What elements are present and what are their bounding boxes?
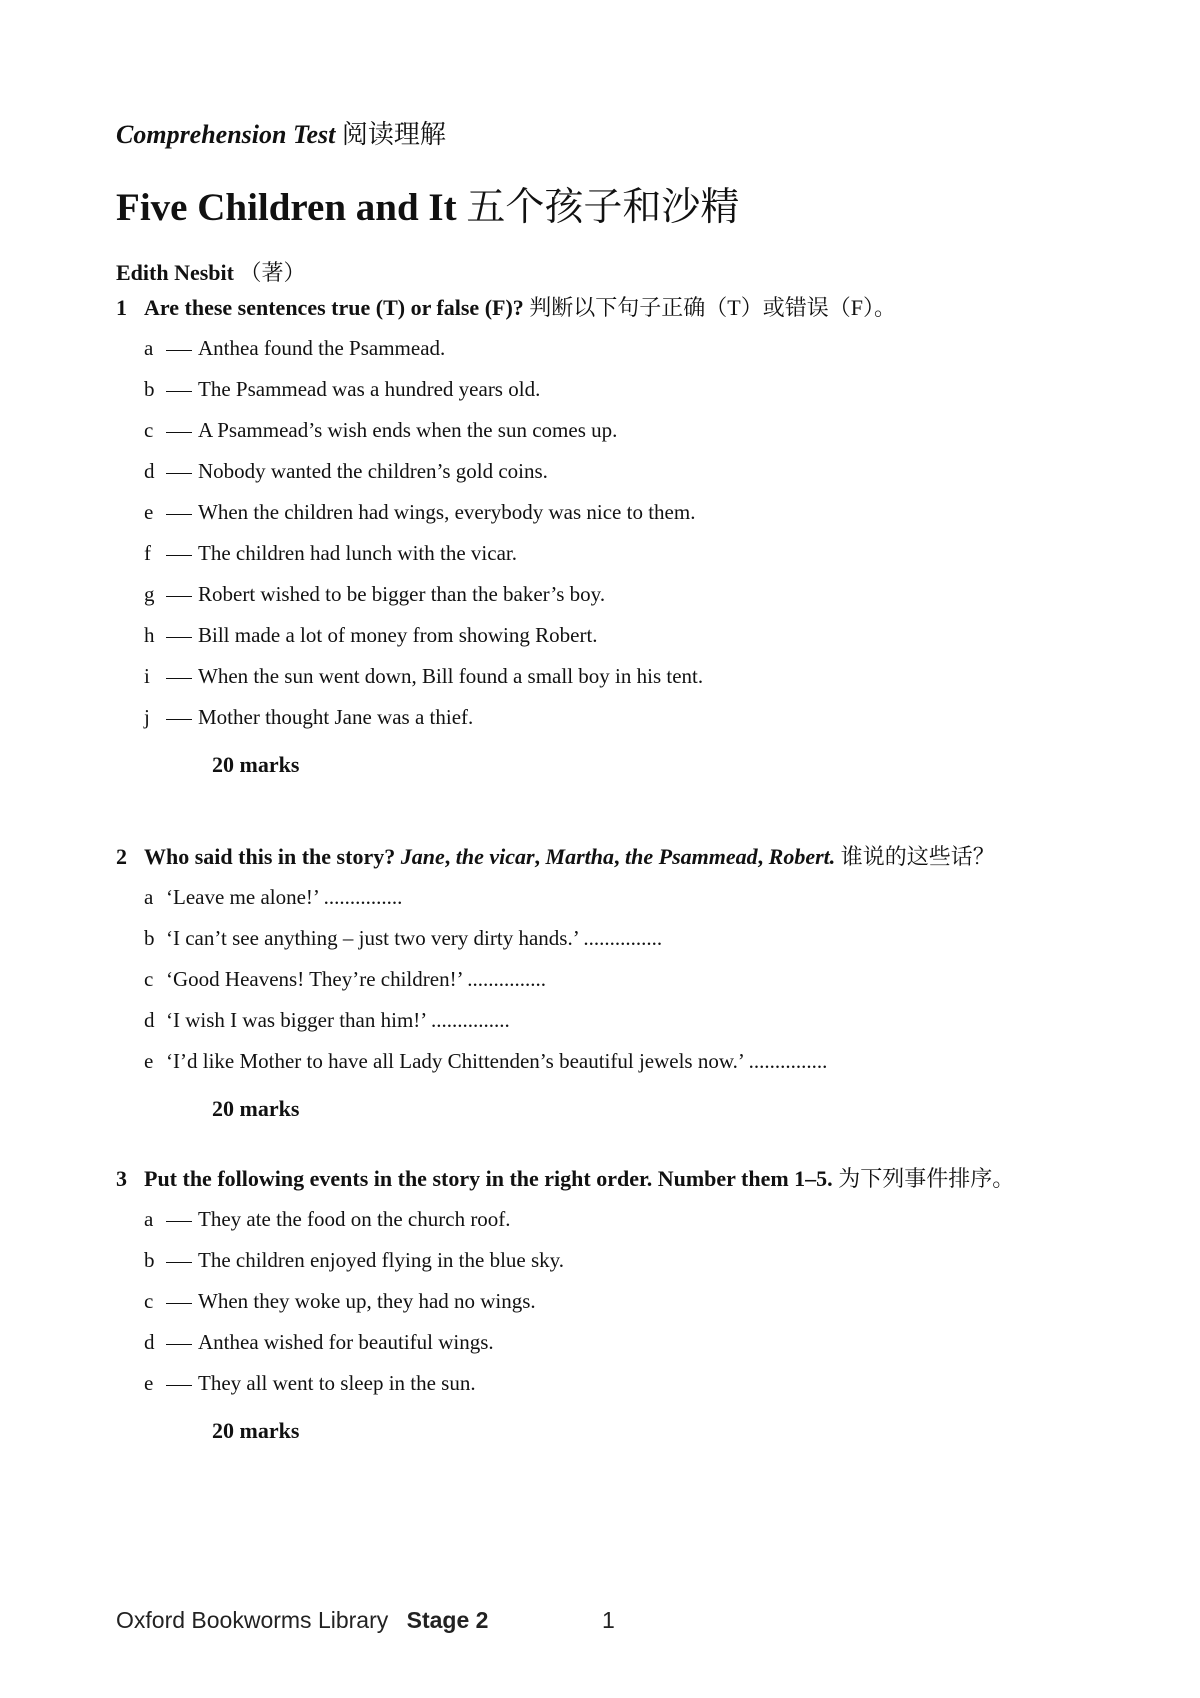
item-letter: b [144, 377, 155, 401]
speaker-name: Robert. [768, 844, 836, 869]
answer-blank[interactable] [166, 432, 192, 433]
title-en: Five Children and It [116, 186, 457, 229]
item-text: Nobody wanted the children’s gold coins. [198, 459, 548, 483]
list-item [116, 656, 1096, 697]
question-prompt-zh: 谁说的这些话？ [840, 844, 995, 869]
title-zh: 五个孩子和沙精 [466, 186, 740, 229]
item-letter: e [144, 1049, 154, 1073]
subtitle-zh: 阅读理解 [341, 120, 446, 149]
list-item [116, 533, 1096, 574]
speaker-name: the Psammead [625, 844, 758, 869]
answer-dots[interactable]: ............... [583, 926, 663, 950]
item-letter: a [144, 336, 154, 360]
item-text: They ate the food on the church roof. [198, 1207, 511, 1231]
answer-blank[interactable] [166, 596, 192, 597]
item-text: ‘I can’t see anything – just two very dirty hands.’ [166, 926, 579, 950]
answer-dots[interactable]: ............... [323, 885, 403, 909]
item-letter: c [144, 1289, 154, 1313]
author-line [116, 256, 306, 287]
question-2 [116, 836, 1096, 1129]
question-2-heading: 2 Who said this in the story? Jane, the vicar, Martha, the Psammead, Robert. 谁说的这些话？ [116, 836, 1096, 877]
item-letter: c [144, 418, 154, 442]
item-letter: g [144, 582, 155, 606]
section-label [116, 114, 446, 151]
answer-blank[interactable] [166, 555, 192, 556]
item-letter: e [144, 1371, 154, 1395]
answer-dots[interactable]: ............... [748, 1049, 828, 1073]
item-letter: a [144, 1207, 154, 1231]
item-text: Anthea found the Psammead. [198, 336, 446, 360]
marks-label: 20 marks [212, 1096, 300, 1121]
author-note: （著） [239, 260, 306, 285]
answer-blank[interactable] [166, 1262, 192, 1263]
item-text: The children enjoyed flying in the blue sky. [198, 1248, 565, 1272]
answer-blank[interactable] [166, 719, 192, 720]
list-item [116, 959, 1096, 1000]
author-name: Edith Nesbit [116, 260, 234, 285]
item-text: When the sun went down, Bill found a small boy in his tent. [198, 664, 704, 688]
item-text: ‘Leave me alone!’ [166, 885, 319, 909]
list-item [116, 1199, 1096, 1240]
question-1-heading [116, 287, 1096, 328]
footer-library: Oxford Bookworms Library [116, 1607, 389, 1633]
item-text: The children had lunch with the vicar. [198, 541, 517, 565]
answer-blank[interactable] [166, 1385, 192, 1386]
list-item [116, 918, 1096, 959]
question-prompt: Are these sentences true (T) or false (F)? [144, 295, 524, 320]
marks-label: 20 marks [212, 1418, 300, 1443]
answer-blank[interactable] [166, 350, 192, 351]
marks-label: 20 marks [212, 752, 300, 777]
item-letter: d [144, 1330, 155, 1354]
speaker-name: the vicar [455, 844, 535, 869]
item-text: Mother thought Jane was a thief. [198, 705, 474, 729]
item-letter: e [144, 500, 154, 524]
answer-blank[interactable] [166, 637, 192, 638]
answer-blank[interactable] [166, 1344, 192, 1345]
speaker-name: Martha [545, 844, 615, 869]
list-item [116, 1281, 1096, 1322]
item-letter: b [144, 926, 155, 950]
item-text: ‘Good Heavens! They’re children!’ [166, 967, 463, 991]
item-text: A Psammead’s wish ends when the sun comes up. [198, 418, 618, 442]
footer-stage: Stage 2 [406, 1607, 489, 1633]
item-letter: d [144, 459, 155, 483]
answer-blank[interactable] [166, 678, 192, 679]
item-letter: c [144, 967, 154, 991]
question-3 [116, 1158, 1096, 1451]
list-item [116, 1322, 1096, 1363]
page-number: 1 [602, 1607, 615, 1633]
list-item [116, 615, 1096, 656]
question-3-heading [116, 1158, 1096, 1199]
item-text: The Psammead was a hundred years old. [198, 377, 541, 401]
page-title [116, 176, 739, 232]
item-letter: h [144, 623, 155, 647]
list-item [116, 877, 1096, 918]
question-prompt: Put the following events in the story in the right order. Number them 1–5. [144, 1166, 833, 1191]
list-item [116, 1041, 1096, 1082]
answer-blank[interactable] [166, 514, 192, 515]
item-letter: i [144, 664, 150, 688]
answer-blank[interactable] [166, 473, 192, 474]
answer-dots[interactable]: ............... [467, 967, 547, 991]
answer-dots[interactable]: ............... [430, 1008, 510, 1032]
item-letter: f [144, 541, 151, 565]
question-number: 1 [116, 295, 127, 320]
answer-blank[interactable] [166, 1221, 192, 1222]
item-letter: b [144, 1248, 155, 1272]
item-letter: j [144, 705, 150, 729]
question-prompt: Who said this in the story? [144, 844, 396, 869]
item-letter: d [144, 1008, 155, 1032]
question-1 [116, 287, 1096, 785]
list-item [116, 1000, 1096, 1041]
list-item [116, 1363, 1096, 1404]
item-text: When the children had wings, everybody was nice to them. [198, 500, 696, 524]
question-number: 2 [116, 844, 127, 869]
list-item [116, 574, 1096, 615]
list-item [116, 328, 1096, 369]
item-text: They all went to sleep in the sun. [198, 1371, 476, 1395]
answer-blank[interactable] [166, 391, 192, 392]
item-letter: a [144, 885, 154, 909]
question-number: 3 [116, 1166, 127, 1191]
question-prompt-zh: 为下列事件排序。 [838, 1166, 1015, 1191]
item-text: ‘I wish I was bigger than him!’ [166, 1008, 426, 1032]
list-item [116, 369, 1096, 410]
list-item [116, 1240, 1096, 1281]
answer-blank[interactable] [166, 1303, 192, 1304]
page-footer [116, 1607, 615, 1634]
list-item [116, 451, 1096, 492]
speaker-name: Jane [400, 844, 445, 869]
question-prompt-zh: 判断以下句子正确（T）或错误（F）。 [529, 295, 896, 320]
item-text: Robert wished to be bigger than the baker’s boy. [198, 582, 606, 606]
item-text: When they woke up, they had no wings. [198, 1289, 536, 1313]
item-text: Anthea wished for beautiful wings. [198, 1330, 494, 1354]
list-item [116, 492, 1096, 533]
item-text: ‘I’d like Mother to have all Lady Chittenden’s beautiful jewels now.’ [166, 1049, 744, 1073]
subtitle-en: Comprehension Test [116, 120, 336, 149]
item-text: Bill made a lot of money from showing Robert. [198, 623, 598, 647]
list-item [116, 697, 1096, 738]
list-item [116, 410, 1096, 451]
